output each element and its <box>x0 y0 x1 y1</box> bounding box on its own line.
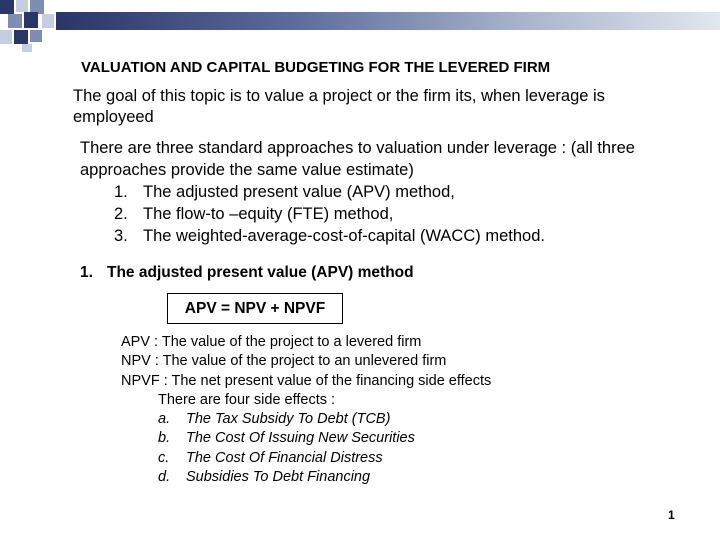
approaches-intro: There are three standard approaches to valuation under leverage : (all three approaches provide the same value estimate) <box>80 139 635 179</box>
deco-square <box>8 14 22 28</box>
side-effect-text: The Cost Of Financial Distress <box>186 449 383 466</box>
header-gradient-bar <box>56 12 720 30</box>
side-effect-item <box>121 449 681 468</box>
side-effect-letter: b. <box>158 430 171 447</box>
apv-formula-box: APV = NPV + NPVF <box>167 293 343 324</box>
slide-title: VALUATION AND CAPITAL BUDGETING FOR THE LEVERED FIRM <box>81 59 551 76</box>
deco-square <box>14 30 28 44</box>
deco-square <box>0 30 12 44</box>
side-effect-text: Subsidies To Debt Financing <box>186 469 371 486</box>
side-effect-item <box>121 468 681 487</box>
side-effect-item <box>121 410 681 429</box>
goal-text: The goal of this topic is to value a project or the firm its, when leverage is employeed <box>73 87 605 126</box>
apv-heading-number: 1. <box>80 264 93 281</box>
deco-square <box>42 14 54 28</box>
apv-heading-text: The adjusted present value (APV) method <box>107 264 414 281</box>
definitions-section <box>121 333 681 487</box>
approach-item <box>80 225 680 247</box>
deco-square <box>22 44 32 52</box>
side-effect-text: The Cost Of Issuing New Securities <box>186 430 415 447</box>
deco-square <box>24 12 38 28</box>
approach-number: 3. <box>114 227 128 245</box>
side-effect-letter: a. <box>158 411 171 428</box>
page-number: 1 <box>668 508 675 522</box>
approach-number: 1. <box>114 183 128 201</box>
approaches-section <box>80 137 680 247</box>
approach-item <box>80 181 680 203</box>
approach-text: The weighted-average-cost-of-capital (WACC) method. <box>143 227 545 245</box>
deco-square <box>0 0 14 14</box>
side-effect-letter: c. <box>158 449 170 466</box>
apv-heading <box>80 264 414 282</box>
side-effects-intro: There are four side effects : <box>158 391 336 408</box>
side-effect-text: The Tax Subsidy To Debt (TCB) <box>186 411 391 428</box>
deco-square <box>16 0 28 12</box>
definition-npvf: NPVF : The net present value of the financing side effects <box>121 372 492 389</box>
approach-number: 2. <box>114 205 128 223</box>
definition-npv: NPV : The value of the project to an unlevered firm <box>121 353 447 370</box>
header-decoration <box>0 0 720 52</box>
approach-text: The flow-to –equity (FTE) method, <box>143 205 394 223</box>
side-effect-item <box>121 429 681 448</box>
deco-square <box>30 30 42 42</box>
approach-item <box>80 203 680 225</box>
definition-apv: APV : The value of the project to a levered firm <box>121 334 422 350</box>
side-effect-letter: d. <box>158 469 171 486</box>
approaches-list <box>80 181 680 247</box>
side-effects-list <box>121 410 681 487</box>
approach-text: The adjusted present value (APV) method, <box>143 183 455 201</box>
